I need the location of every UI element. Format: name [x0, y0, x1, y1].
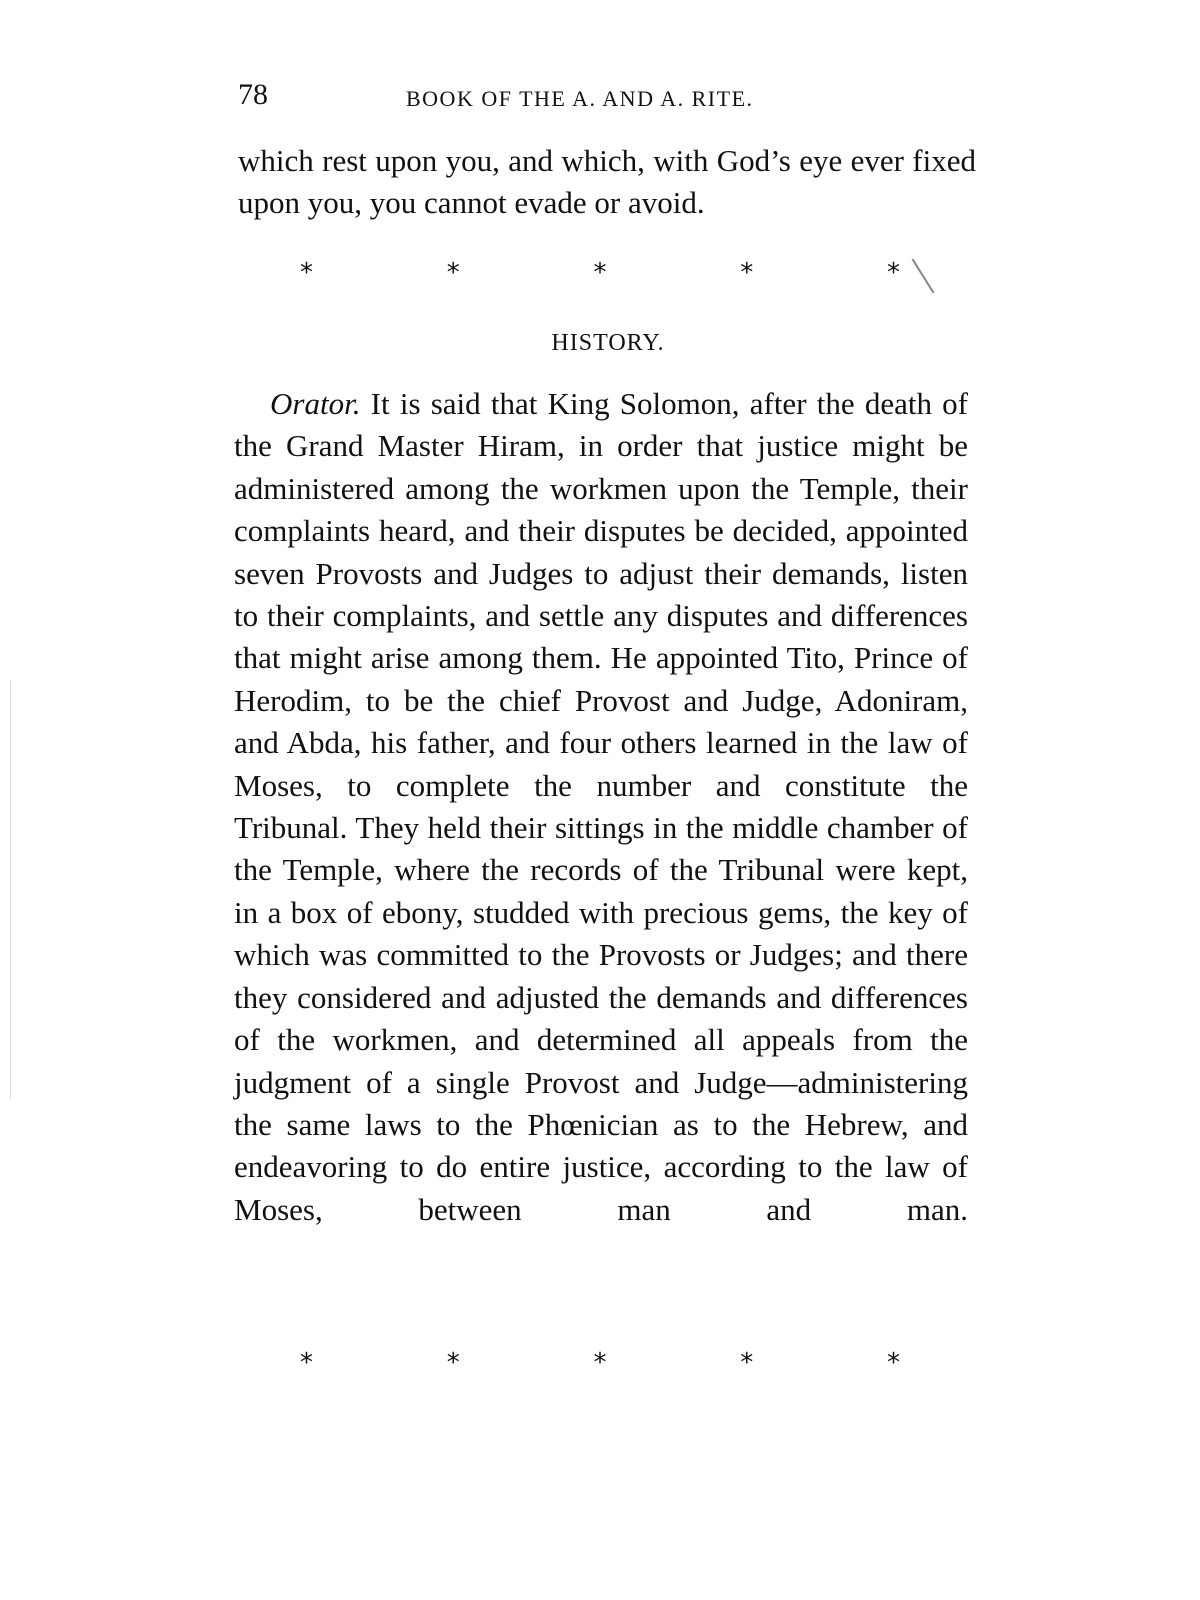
separator-star: *: [887, 1348, 900, 1378]
separator-stars-bottom: [300, 1348, 900, 1378]
speaker-label: Orator.: [270, 386, 361, 421]
separator-star: *: [593, 1348, 607, 1378]
paragraph-text: It is said that King Solomon, after the death of the Grand Master Hiram, in order that justice might be administered among the workmen upon the Temple, their complaints heard, and their disputes be decided, appointed seven Provosts and Judges to adjust their demands, listen to their complaints, and settle any disputes and differences that might arise among them. He appointed Tito, Prince of Herodim, to be the chief Provost and Judge, Adoniram, and Abda, his father, and four others learned in the law of Moses, to complete the number and constitute the Tribunal. They held their sittings in the middle chamber of the Temple, where the records of the Tribunal were kept, in a box of ebony, studded with precious gems, the key of which was committed to the Provosts or Judges; and there they considered and adjusted the demands and differences of the workmen, and determined all appeals from the judgment of a single Provost and Judge—administering the same laws to the Phœnician as to the Hebrew, and endeavoring to do entire justice, according to the law of Moses, between man and man.: [234, 386, 968, 1227]
separator-star: *: [887, 258, 900, 288]
separator-star: *: [300, 1348, 313, 1378]
scan-margin-line: [10, 680, 11, 1100]
separator-star: *: [740, 258, 754, 288]
separator-star: *: [446, 258, 460, 288]
separator-star: *: [446, 1348, 460, 1378]
separator-star: *: [740, 1348, 754, 1378]
running-head: [238, 78, 978, 118]
running-title: BOOK OF THE A. AND A. RITE.: [406, 86, 754, 111]
separator-star: *: [300, 258, 313, 288]
main-paragraph: [234, 383, 968, 1231]
separator-stars-top: [300, 258, 900, 288]
page-number: 78: [238, 78, 268, 111]
intro-paragraph: which rest upon you, and which, with God’s eye ever fixed upon you, you cannot evade or avoid.: [238, 143, 976, 221]
separator-star: *: [593, 258, 607, 288]
section-heading: HISTORY.: [551, 330, 665, 356]
ink-mark: [912, 259, 935, 294]
